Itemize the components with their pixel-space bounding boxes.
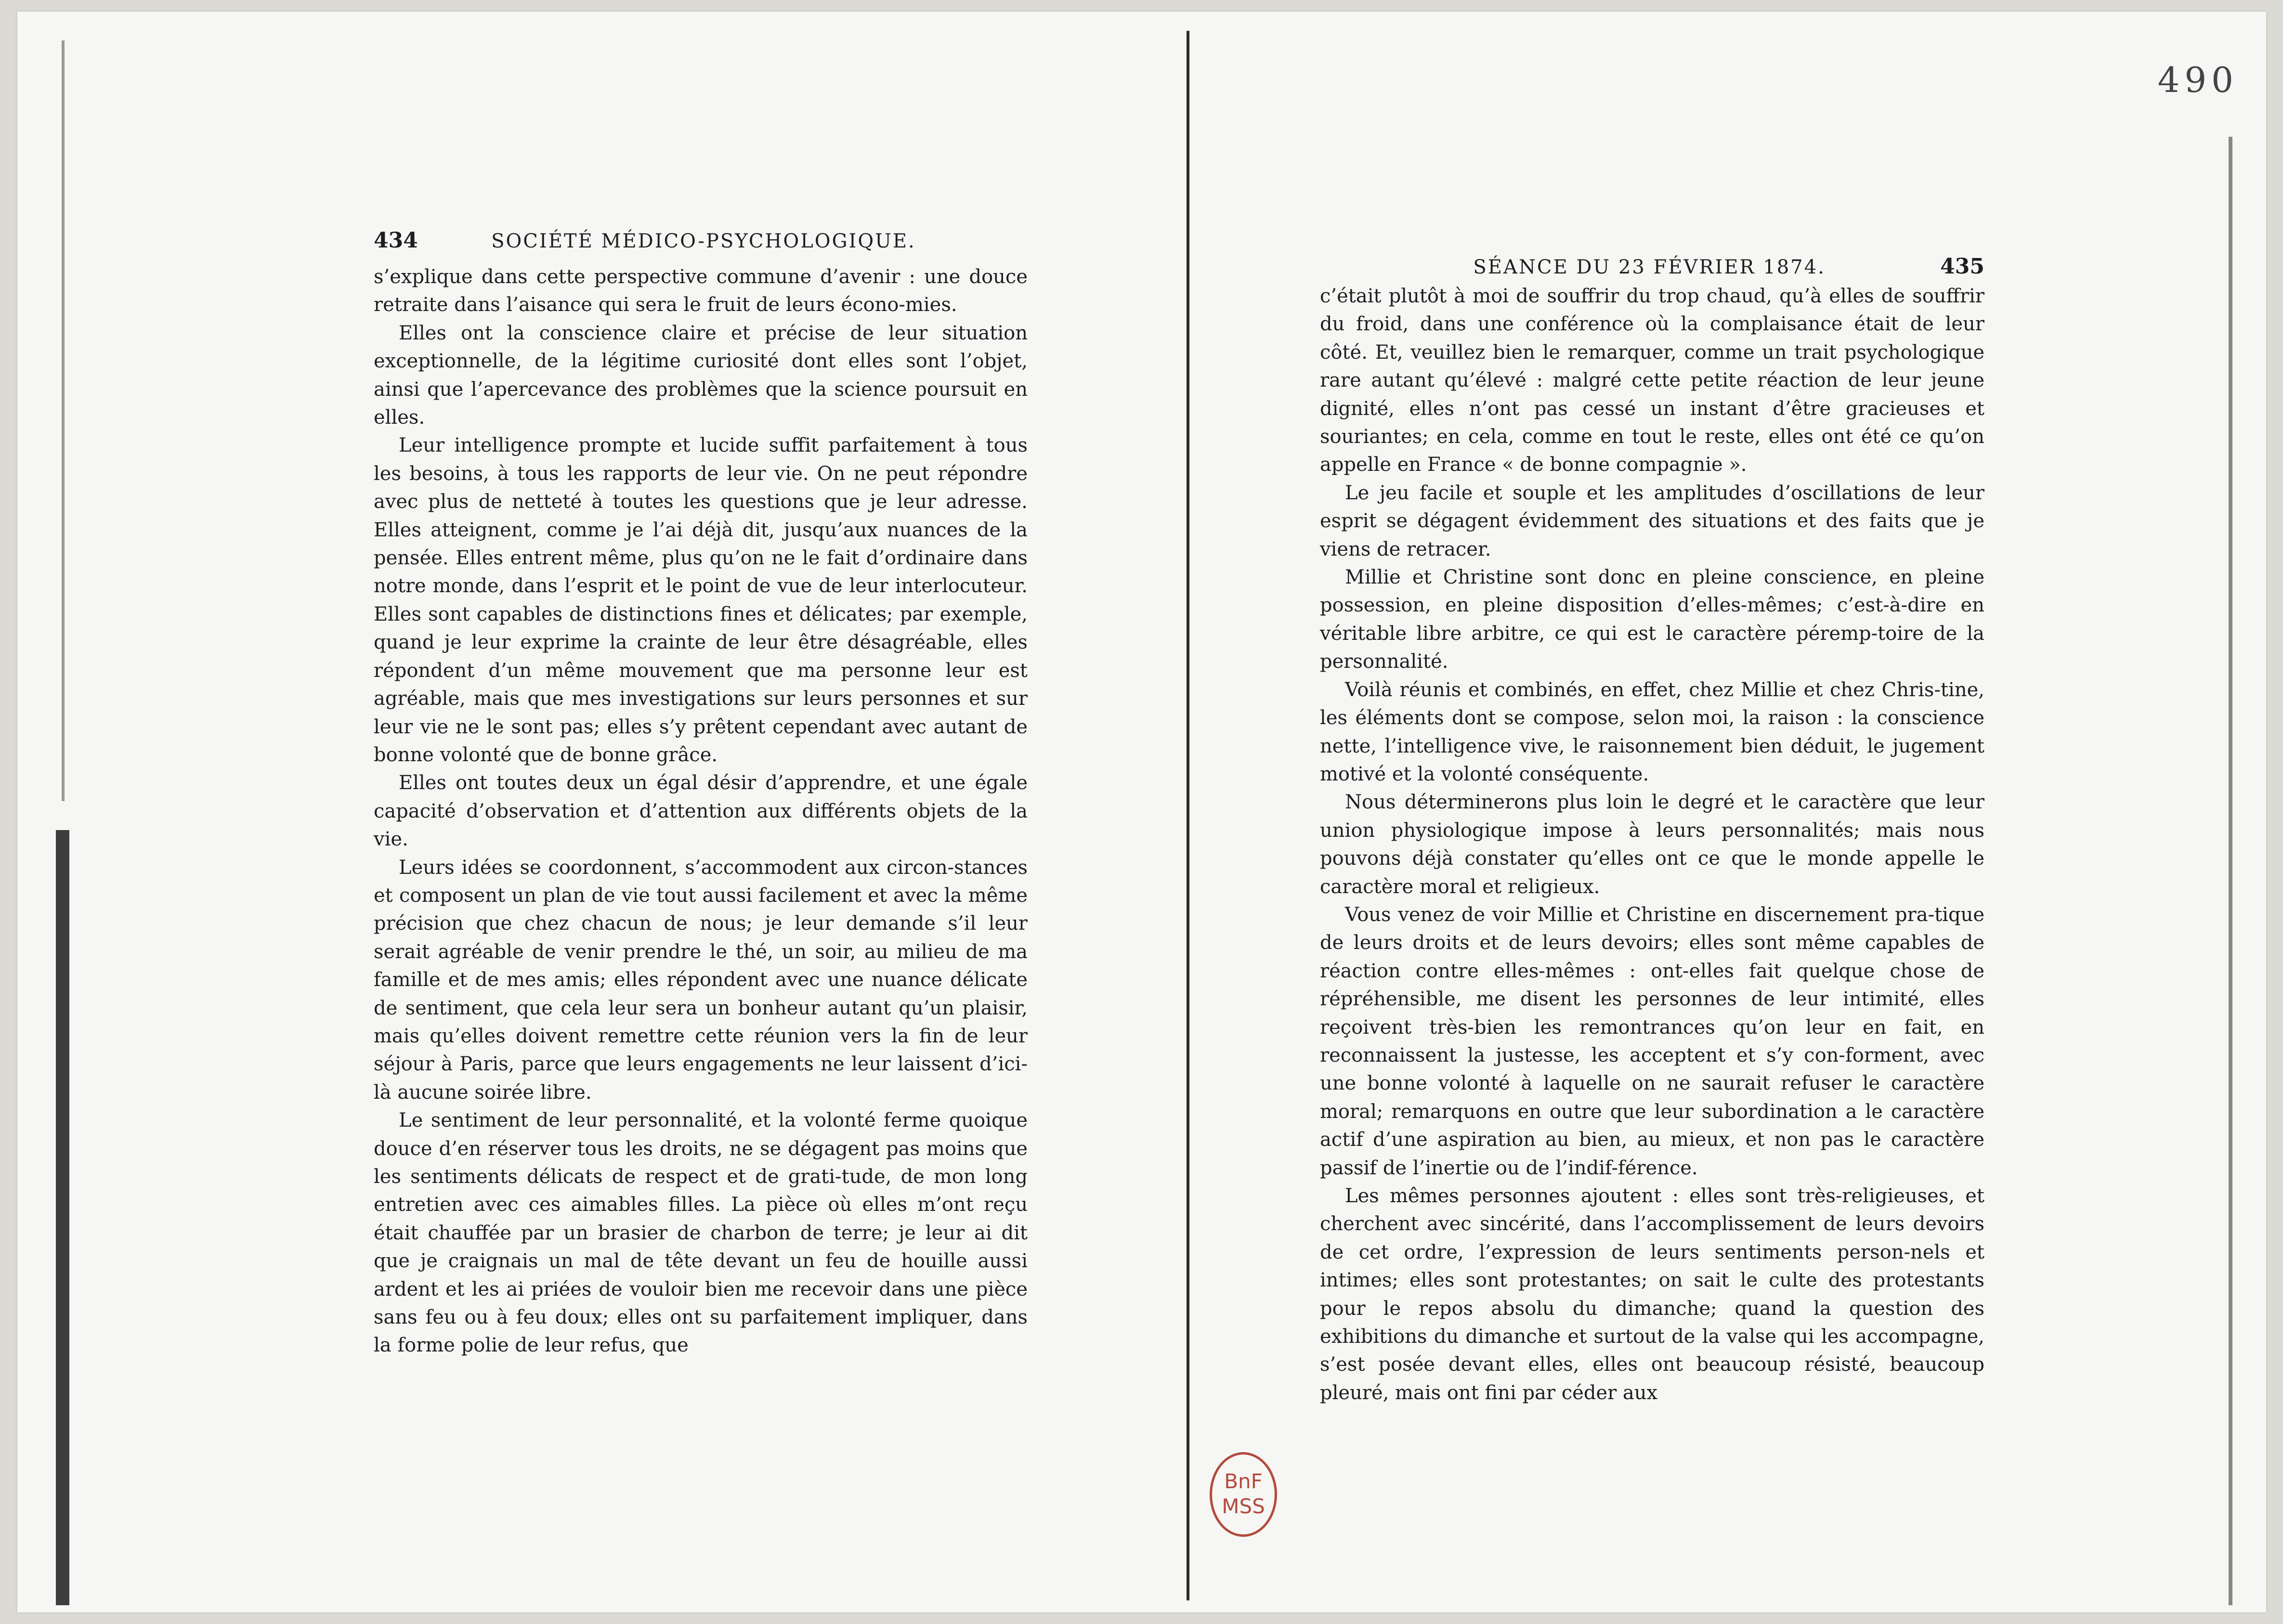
right-page (1320, 228, 1984, 1407)
stamp-line-1: BnF (1224, 1469, 1263, 1493)
right-running-head (1320, 254, 1984, 279)
paragraph: Elles ont toutes deux un égal désir d’apprendre, et une égale capacité d’observation et d’attention aux différents objets de la vie. (374, 772, 1028, 851)
paragraph: Le sentiment de leur personnalité, et la volonté ferme quoique douce d’en réserver tous les droits, ne se dégagent pas moins que les sentiments délicats de respect et de grati-tude, de mon long entretien avec ces aimables filles. La pièce où elles m’ont reçu était chauffée par un brasier de charbon de terre; je leur ai dit que je craignais un mal de tête devant un feu de houille aussi ardent et les ai priées de vouloir bien me recevoir dans une pièce sans feu ou à feu doux; elles ont su parfaitement impliquer, dans la forme polie de leur refus, que (374, 1109, 1028, 1357)
scan-edge-shadow-right (2229, 137, 2232, 1605)
scan-edge-shadow-left (62, 40, 65, 801)
paragraph: Voilà réunis et combinés, en effet, chez Millie et chez Chris-tine, les éléments dont se compose, selon moi, la raison : la conscience nette, l’intelligence vive, le raisonnement bien déduit, le jugement motivé et la volonté conséquente. (1320, 678, 1984, 785)
left-page (374, 228, 1028, 1360)
scanned-sheet (17, 12, 2266, 1612)
bnf-library-stamp (1210, 1452, 1277, 1537)
paragraph: s’explique dans cette perspective commune d’avenir : une douce retraite dans l’aisance qui sera le fruit de leurs écono-mies. (374, 266, 1028, 316)
right-body-text (1320, 282, 1984, 1407)
paragraph: Leurs idées se coordonnent, s’accommodent aux circon-stances et composent un plan de vie tout aussi facilement et avec la même précision que chez chacun de nous; je leur demande s’il leur serait agréable de venir prendre le thé, un soir, au milieu de ma famille et de mes amis; elles répondent avec une nuance délicate de sentiment, que cela leur sera un bonheur autant qu’un plaisir, mais qu’elles doivent remettre cette réunion vers la fin de leur séjour à Paris, parce que leurs engagements ne leur laissent d’ici-là aucune soirée libre. (374, 856, 1028, 1104)
page-gutter (1187, 31, 1189, 1600)
left-body-text (374, 263, 1028, 1360)
paragraph: Les mêmes personnes ajoutent : elles sont très-religieuses, et cherchent avec sincérité, dans l’accomplissement de leurs devoirs de cet ordre, l’expression de leurs sentiments person-nels et intimes; elles sont protestantes; on sait le culte des protestants pour le repos absolu du dimanche; quand la question des exhibitions du dimanche et surtout de la valse qui les accompagne, s’est posée devant elles, elles ont beaucoup résisté, beaucoup pleuré, mais ont fini par céder aux (1320, 1185, 1984, 1404)
right-running-title: SÉANCE DU 23 FÉVRIER 1874. (1473, 256, 1826, 278)
paragraph: Nous déterminerons plus loin le degré et le caractère que leur union physiologique impose à leurs personnalités; mais nous pouvons déjà constater qu’elles ont ce que le monde appelle le caractère moral et religieux. (1320, 791, 1984, 898)
paragraph: Millie et Christine sont donc en pleine conscience, en pleine possession, en pleine disposition d’elles-mêmes; c’est-à-dire en véritable libre arbitre, ce qui est le caractère péremp-toire de la personnalité. (1320, 566, 1984, 673)
left-page-number: 434 (374, 228, 418, 253)
paragraph: Leur intelligence prompte et lucide suffit parfaitement à tous les besoins, à tous les rapports de leur vie. On ne peut répondre avec plus de netteté à toutes les questions que je leur adresse. Elles atteignent, comme je l’ai déjà dit, jusqu’aux nuances de la pensée. Elles entrent même, plus qu’on ne le fait d’ordinaire dans notre monde, dans l’esprit et le point de vue de leur interlocuteur. Elles sont capables de distinctions fines et délicates; par exemple, quand je leur exprime la crainte de leur être désagréable, elles répondent d’un même mouvement que ma personne leur est agréable, mais que mes investigations sur leurs personnes et sur leur vie ne le sont pas; elles s’y prêtent cependant avec autant de bonne volonté que de bonne grâce. (374, 434, 1028, 766)
paragraph: Elles ont la conscience claire et précise de leur situation exceptionnelle, de la légitime curiosité dont elles sont l’objet, ainsi que l’apercevance des problèmes que la science poursuit en elles. (374, 322, 1028, 429)
paragraph: c’était plutôt à moi de souffrir du trop chaud, qu’à elles de souffrir du froid, dans une conférence où la complaisance était de leur côté. Et, veuillez bien le remarquer, comme un trait psychologique rare autant qu’élevé : malgré cette petite réaction de leur jeune dignité, elles n’ont pas cessé un instant d’être gracieuses et souriantes; en cela, comme en tout le reste, elles ont été ce qu’on appelle en France « de bonne compagnie ». (1320, 285, 1984, 476)
paragraph: Le jeu facile et souple et les amplitudes d’oscillations de leur esprit se dégagent évidemment des situations et des faits que je viens de retracer. (1320, 481, 1984, 560)
scan-edge-shadow-left-lower (56, 830, 69, 1605)
stamp-line-2: MSS (1222, 1494, 1265, 1518)
right-page-number: 435 (1940, 254, 1984, 279)
left-running-title: SOCIÉTÉ MÉDICO-PSYCHOLOGIQUE. (491, 230, 916, 252)
left-running-head (374, 228, 1028, 253)
paragraph: Vous venez de voir Millie et Christine en discernement pra-tique de leurs droits et de leurs devoirs; elles sont même capables de réaction contre elles-mêmes : ont-elles fait quelque chose de répréhensible, me disent les personnes de leur intimité, elles reçoivent très-bien les remontrances qu’on leur en fait, en reconnaissent la justesse, les acceptent et s’y con-forment, avec une bonne volonté à laquelle on ne saurait refuser le caractère moral; remarquons en outre que leur subordination a le caractère actif d’une aspiration au bien, au mieux, et non pas le caractère passif de l’inertie ou de l’indif-férence. (1320, 903, 1984, 1179)
archive-folio-number: 490 (2157, 60, 2238, 100)
